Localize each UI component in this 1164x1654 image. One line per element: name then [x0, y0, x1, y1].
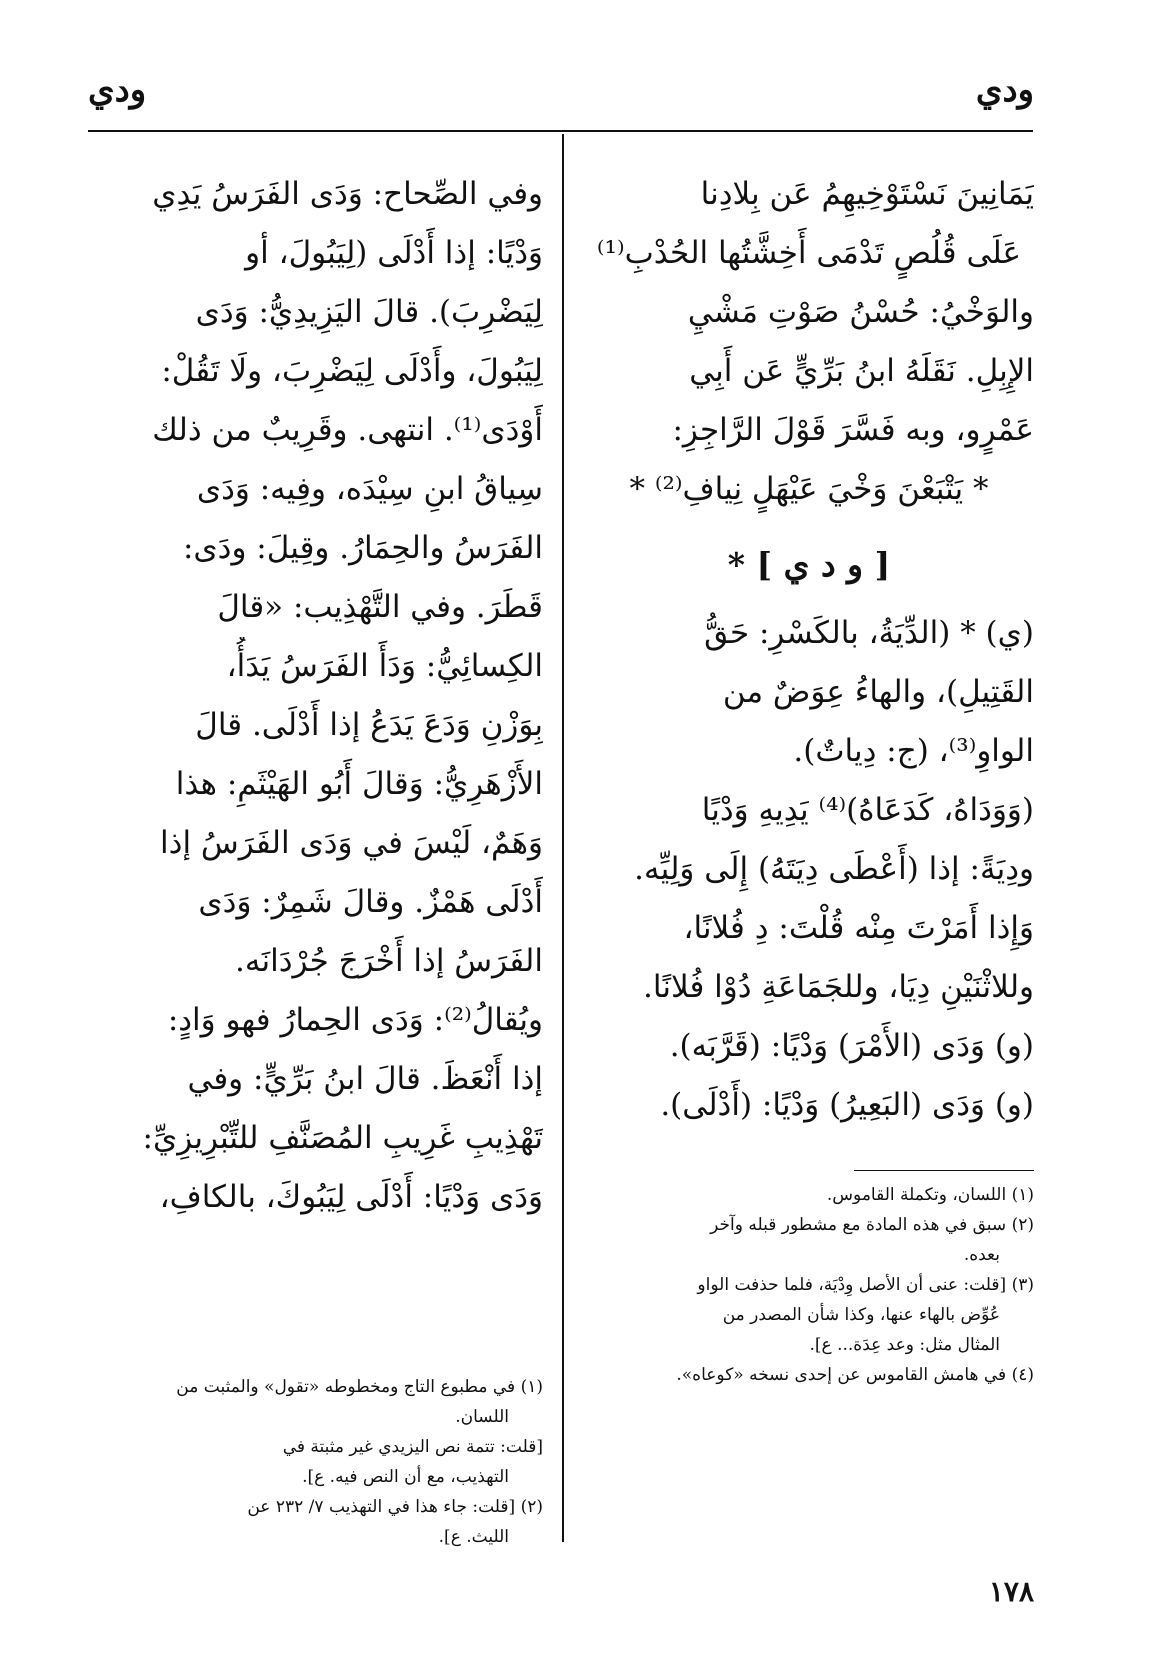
text-line: يَمَانِينَ نَسْتَوْخِيهِمُ عَن بِلادِنا [700, 176, 1034, 212]
text-line: (و) وَدَى (البَعِيرُ) وَدْيًا: (أَدْلَى). [660, 1087, 1034, 1123]
footnote-line: (٢) [قلت: جاء هذا في التهذيب ٧/ ٢٣٢ عن [247, 1497, 543, 1517]
text-line: سِياقُ ابنِ سِيْدَه، وفِيه: وَدَى [196, 471, 543, 507]
footnotes-left [88, 1372, 543, 1552]
footnotes-right [584, 1180, 1034, 1390]
footnote [88, 1492, 543, 1552]
text-line: الإِبِلِ. نَقَلَهُ ابنُ بَرِّيٍّ عَن أَبِي [689, 353, 1034, 389]
header-rule [88, 130, 1033, 132]
text-line: أَدْلَى هَمْزٌ. وقالَ شَمِرٌ: وَدَى [198, 884, 543, 920]
footnote-rule-right [854, 1170, 1034, 1171]
footnote [584, 1360, 1034, 1390]
text-line: وَدَى وَدْيًا: أَدْلَى لِيَبُوكَ، بالكافِ، [159, 1179, 543, 1215]
footnote-line: عُوِّض بالهاء عنها، وكذا شأن المصدر من [722, 1305, 1000, 1325]
footnote-line: (١) اللسان، وتكملة القاموس. [826, 1185, 1034, 1205]
footnote [88, 1432, 543, 1492]
text-line: ويُقالُ⁽²⁾: وَدَى الحِمارُ فهو وَادٍ: [167, 1002, 543, 1038]
text-line: لِيَبُولَ، وأَدْلَى لِيَضْرِبَ، ولَا تَقُلْ: [161, 353, 543, 389]
text-line: (وَوَدَاهُ، كَدَعَاهُ)⁽⁴⁾ يَدِيهِ وَدْيًا [701, 792, 1034, 828]
text-line: عَمْرٍو، وبه فَسَّرَ قَوْلَ الرَّاجِزِ: [672, 412, 1034, 448]
footnote-line: اللسان. [455, 1407, 509, 1427]
footnote [584, 1210, 1034, 1270]
entry-heading: [ و د ي ] * [727, 545, 891, 584]
footnote-line: بعده. [963, 1245, 1000, 1265]
text-line: الفَرَسُ والحِمَارُ. وقِيلَ: ودَى: [182, 530, 543, 566]
text-line: بِوَزْنِ وَدَعَ يَدَعُ إذا أَدْلَى. قالَ [195, 707, 543, 743]
column-divider [562, 134, 564, 1542]
footnote-line: (٢) سبق في هذه المادة مع مشطور قبله وآخر [710, 1215, 1034, 1235]
text-line: قَطَرَ. وفي التَّهْذِيب: «قالَ [217, 589, 543, 625]
footnote-line: التهذيب، مع أن النص فيه. ع]. [302, 1467, 509, 1487]
left-column [88, 165, 543, 1227]
text-line: الواوِ⁽³⁾، (ج: دِياتٌ). [793, 733, 1034, 769]
footnote-line: (٣) [قلت: عنى أن الأصل وِدْيَة، فلما حذفت الواو [697, 1275, 1034, 1295]
text-line: الفَرَسُ إذا أَخْرَجَ جُرْدَانَه. [235, 943, 543, 979]
footnote-line: [قلت: تتمة نص اليزيدي غير مثبتة في [282, 1437, 543, 1457]
footnote [584, 1180, 1034, 1210]
text-line: (و) وَدَى (الأَمْرَ) وَدْيًا: (قَرَّبَه). [669, 1028, 1034, 1064]
text-line: ودِيَةً: إذا (أَعْطَى دِيَتَهُ) إِلَى وَلِيِّه. [634, 851, 1034, 887]
text-line: إذا أَنْعَظَ. قالَ ابنُ بَرِّيٍّ: وفي [187, 1061, 543, 1097]
page-number: ١٧٨ [988, 1575, 1034, 1608]
footnote-line: (٤) في هامش القاموس عن إحدى نسخه «كوعاه». [676, 1365, 1034, 1385]
footnote [88, 1372, 543, 1432]
footnote-line: المثال مثل: وعد عِدَة... ع]. [809, 1335, 1000, 1355]
text-line: وَإِذا أَمَرْتَ مِنْه قُلْتَ: دِ فُلانًا، [683, 910, 1034, 946]
text-line: والوَخْيُ: حُسْنُ صَوْتِ مَشْيِ [687, 294, 1034, 330]
text-line: تَهْذِيبِ غَرِيبِ المُصَنَّفِ للتِّبْرِيزِيِّ: [142, 1120, 543, 1156]
text-line: عَلَى قُلُصٍ تَدْمَى أَخِشَّتُها الحُدْبِ⁽¹⁾ [596, 235, 1022, 271]
running-header-right: ودي [975, 70, 1034, 110]
text-line: وللاثْنَيْنِ دِيَا، وللجَمَاعَةِ دُوْا فُلانًا. [643, 969, 1034, 1005]
footnote-line: الليث. ع]. [438, 1527, 509, 1547]
text-line: * يَتْبَعْنَ وَخْيَ عَيْهَلٍ نِيافِ⁽²⁾ * [629, 471, 989, 507]
running-header-left: ودي [88, 70, 147, 110]
text-line: وَهَمٌ، لَيْسَ في وَدَى الفَرَسُ إذا [160, 825, 543, 861]
footnote [584, 1270, 1034, 1360]
text-line: أَوْدَى⁽¹⁾. انتهى. وقَرِيبٌ من ذلك [152, 412, 543, 448]
right-column [584, 165, 1034, 1135]
text-line: الأَزْهَرِيُّ: وَقالَ أَبُو الهَيْثَمِ: هذا [175, 766, 543, 802]
text-line: (ي) * (الدِّيَةُ، بالكَسْرِ: حَقُّ [704, 615, 1034, 651]
text-line: وفي الصِّحاح: وَدَى الفَرَسُ يَدِي [152, 176, 543, 212]
text-line: القَتِيلِ)، والهاءُ عِوَضٌ من [722, 674, 1034, 710]
text-line: وَدْيًا: إذا أَدْلَى (لِيَبُولَ، أو [245, 235, 543, 271]
text-line: لِيَضْرِبَ). قالَ اليَزِيدِيُّ: وَدَى [195, 294, 543, 330]
text-line: الكِسائِيُّ: وَدَأَ الفَرَسُ يَدَأُ، [226, 648, 543, 684]
footnote-line: (١) في مطبوع التاج ومخطوطه «تقول» والمثبت من [176, 1377, 543, 1397]
